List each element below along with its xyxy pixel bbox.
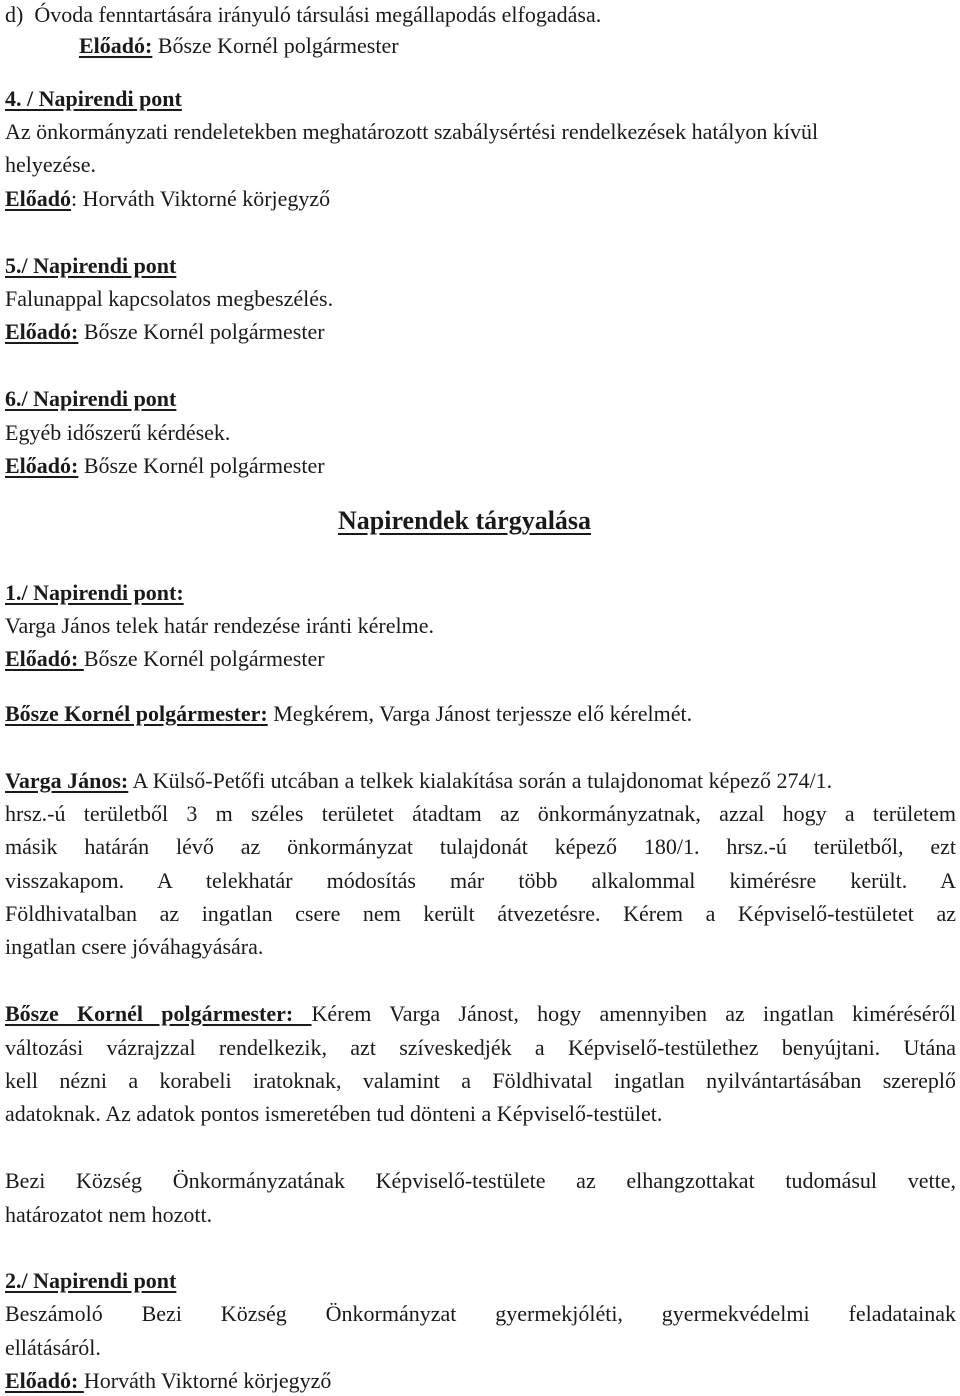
presenter-line	[79, 33, 399, 59]
decision-line: határozatot nem hozott.	[5, 1202, 213, 1227]
varga-statement-line: ingatlan csere jóváhagyására.	[5, 934, 264, 959]
mayor-statement-line: változási vázrajzzal rendelkezik, azt szíveskedjék a Képviselő-testülethez benyújtani. Utána	[5, 1035, 956, 1060]
presenter-label: Előadó:	[5, 453, 79, 478]
varga-statement-line	[5, 768, 832, 794]
presenter-line	[5, 186, 330, 212]
presenter-label: Előadó:	[5, 319, 79, 344]
varga-statement-line: hrsz.-ú területből 3 m széles területet átadtam az önkormányzatnak, azzal hogy a területem	[5, 801, 956, 826]
agenda-4-text-cont: helyezése.	[5, 152, 96, 177]
discussion-2-text-cont: ellátásáról.	[5, 1335, 101, 1360]
speaker-text: A Külső-Petőfi utcában a telkek kialakítása során a tulajdonomat képező 274/1.	[128, 768, 833, 793]
agenda-item-d: d) Óvoda fenntartására irányuló társulási megállapodás elfogadása.	[5, 2, 602, 27]
discussion-2-text: Beszámoló Bezi Község Önkormányzat gyermekjóléti, gyermekvédelmi feladatainak	[5, 1301, 956, 1326]
mayor-statement	[5, 701, 692, 727]
varga-statement-line: Földhivatalban az ingatlan csere nem került átvezetésre. Kérem a Képviselő-testületet az	[5, 901, 956, 926]
agenda-5-text: Falunappal kapcsolatos megbeszélés.	[5, 286, 334, 311]
presenter-name: Horváth Viktorné körjegyző	[83, 1368, 332, 1393]
discussion-2-heading: 2./ Napirendi pont	[5, 1268, 177, 1293]
speaker-label: Bősze Kornél polgármester:	[5, 701, 268, 726]
mayor-statement-line: kell nézni a korabeli iratoknak, valamint a Földhivatal ingatlan nyilvántartásában szereplő	[5, 1068, 956, 1093]
presenter-line	[5, 453, 325, 479]
varga-statement-line: visszakapom. A telekhatár módosítás már több alkalommal kimérésre került. A	[5, 868, 956, 893]
agenda-4-text: Az önkormányzati rendeletekben meghatározott szabálysértési rendelkezések hatályon kívül	[5, 119, 819, 144]
varga-statement-line: másik határán lévő az önkormányzat tulajdonát képező 180/1. hrsz.-ú területből, ezt	[5, 834, 956, 859]
presenter-line	[5, 319, 325, 345]
presenter-line	[5, 1368, 331, 1394]
mayor-statement-line: adatoknak. Az adatok pontos ismeretében tud dönteni a Képviselő-testület.	[5, 1101, 663, 1126]
agenda-5-heading: 5./ Napirendi pont	[5, 253, 177, 278]
presenter-name: Bősze Kornél polgármester	[152, 33, 399, 58]
presenter-name: Bősze Kornél polgármester	[83, 646, 325, 671]
decision-line: Bezi Község Önkormányzatának Képviselő-testülete az elhangzottakat tudomásul vette,	[5, 1168, 956, 1193]
section-title: Napirendek tárgyalása	[338, 506, 592, 535]
speaker-label: Varga János:	[5, 768, 129, 793]
agenda-6-heading: 6./ Napirendi pont	[5, 386, 177, 411]
presenter-label: Előadó:	[79, 33, 153, 58]
agenda-4-heading: 4. / Napirendi pont	[5, 86, 182, 111]
presenter-line	[5, 646, 325, 672]
presenter-label: Előadó:	[5, 646, 84, 671]
presenter-label: Előadó:	[5, 1368, 84, 1393]
discussion-1-heading: 1./ Napirendi pont:	[5, 580, 184, 605]
agenda-6-text: Egyéb időszerű kérdések.	[5, 420, 231, 445]
presenter-label: Előadó	[5, 186, 72, 211]
presenter-name: Bősze Kornél polgármester	[78, 319, 325, 344]
speaker-text: Megkérem, Varga Jánost terjessze elő kérelmét.	[267, 701, 693, 726]
presenter-name: Bősze Kornél polgármester	[78, 453, 325, 478]
discussion-1-text: Varga János telek határ rendezése iránti kérelme.	[5, 613, 434, 638]
speaker-text: Kérem Varga Jánost, hogy amennyiben az ingatlan kiméréséről	[311, 1001, 956, 1026]
mayor-statement-line	[5, 1001, 956, 1027]
presenter-name: : Horváth Viktorné körjegyző	[71, 186, 331, 211]
speaker-label: Bősze Kornél polgármester:	[5, 1001, 312, 1026]
